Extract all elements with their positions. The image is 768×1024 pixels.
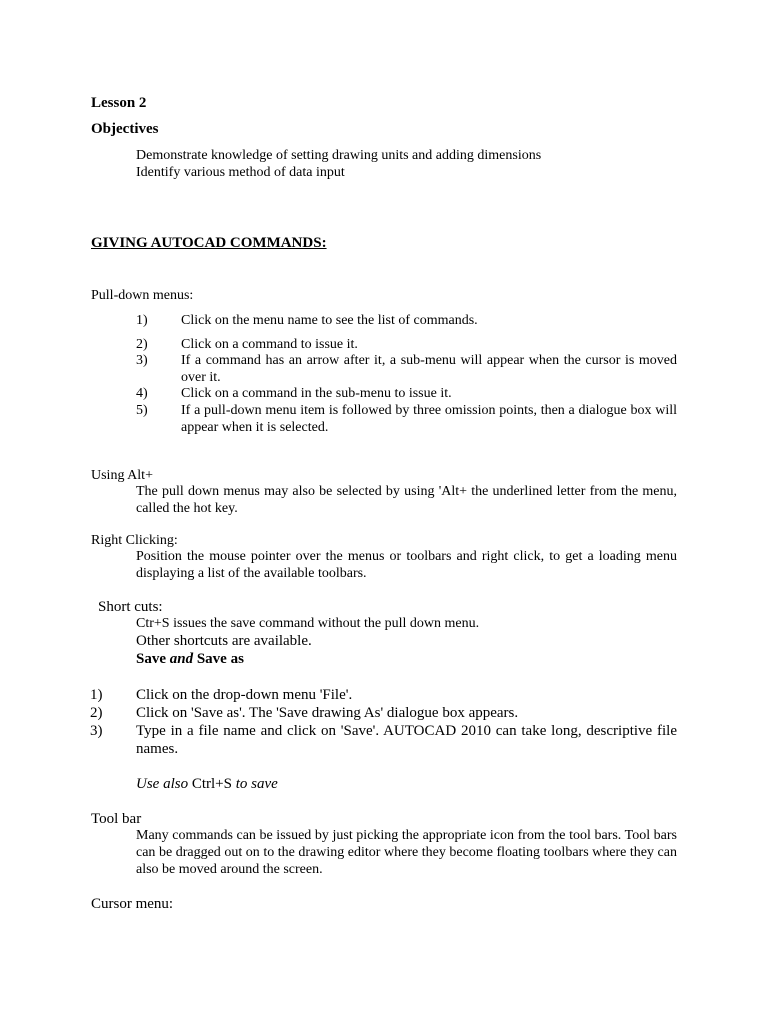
list-item [136, 352, 677, 386]
save-heading-part: and [169, 651, 194, 667]
list-item-number: 5) [136, 403, 148, 418]
list-item [90, 722, 677, 758]
save-heading [136, 650, 244, 668]
list-item-number: 2) [136, 337, 148, 352]
pulldown-label: Pull-down menus: [91, 288, 194, 303]
objective-item: Identify various method of data input [136, 165, 345, 180]
use-also-part: to save [235, 776, 278, 792]
list-item [90, 704, 677, 722]
toolbar-label: Tool bar [91, 811, 142, 827]
use-also-part: Ctrl+S [191, 776, 232, 792]
list-item [136, 336, 677, 353]
list-item-text: If a pull-down menu item is followed by three omission points, then a dialogue box will appear when it is selected. [181, 403, 677, 435]
list-item [136, 402, 677, 436]
list-item-text: Click on a command to issue it. [181, 337, 358, 352]
list-item [136, 385, 677, 402]
toolbar-paragraph: Many commands can be issued by just picking the appropriate icon from the tool bars. Tool bars can be dragged out on to the drawing editor where they become floating toolbars where they can also be moved around the screen. [136, 828, 677, 877]
section-heading: GIVING AUTOCAD COMMANDS: [91, 235, 327, 251]
use-also-note [136, 775, 278, 793]
shortcuts-line: Ctr+S issues the save command without the pull down menu. [136, 616, 480, 631]
cursor-menu-label: Cursor menu: [91, 896, 174, 912]
right-click-label: Right Clicking: [91, 533, 178, 548]
list-item-text: Click on the menu name to see the list of commands. [181, 313, 478, 328]
list-item-text: Click on 'Save as'. The 'Save drawing As' dialogue box appears. [136, 705, 519, 721]
list-item [90, 686, 677, 704]
objectives-heading: Objectives [91, 121, 159, 137]
save-heading-part: Save [136, 651, 166, 667]
list-item-text: Click on the drop-down menu 'File'. [136, 687, 353, 703]
list-item-text: If a command has an arrow after it, a sub-menu will appear when the cursor is moved over it. [181, 353, 677, 385]
lesson-title: Lesson 2 [91, 95, 147, 111]
use-also-part: Use also [136, 776, 189, 792]
list-item-number: 4) [136, 386, 148, 401]
right-click-paragraph: Position the mouse pointer over the menus or toolbars and right click, to get a loading menu displaying a list of the available toolbars. [136, 549, 677, 581]
list-item [136, 312, 677, 329]
objective-item: Demonstrate knowledge of setting drawing units and adding dimensions [136, 148, 542, 163]
list-item-number: 2) [90, 705, 103, 721]
list-item-text: Type in a file name and click on 'Save'. AUTOCAD 2010 can take long, descriptive file names. [136, 723, 677, 757]
list-item-number: 1) [90, 687, 103, 703]
alt-label: Using Alt+ [91, 468, 153, 483]
list-item-text: Click on a command in the sub-menu to issue it. [181, 386, 452, 401]
shortcuts-label: Short cuts: [98, 599, 163, 615]
shortcuts-line: Other shortcuts are available. [136, 633, 312, 649]
alt-paragraph: The pull down menus may also be selected by using 'Alt+ the underlined letter from the menu, called the hot key. [136, 484, 677, 516]
list-item-number: 3) [136, 353, 148, 368]
list-item-number: 3) [90, 723, 103, 739]
list-item-number: 1) [136, 313, 148, 328]
save-heading-part: Save as [196, 651, 244, 667]
